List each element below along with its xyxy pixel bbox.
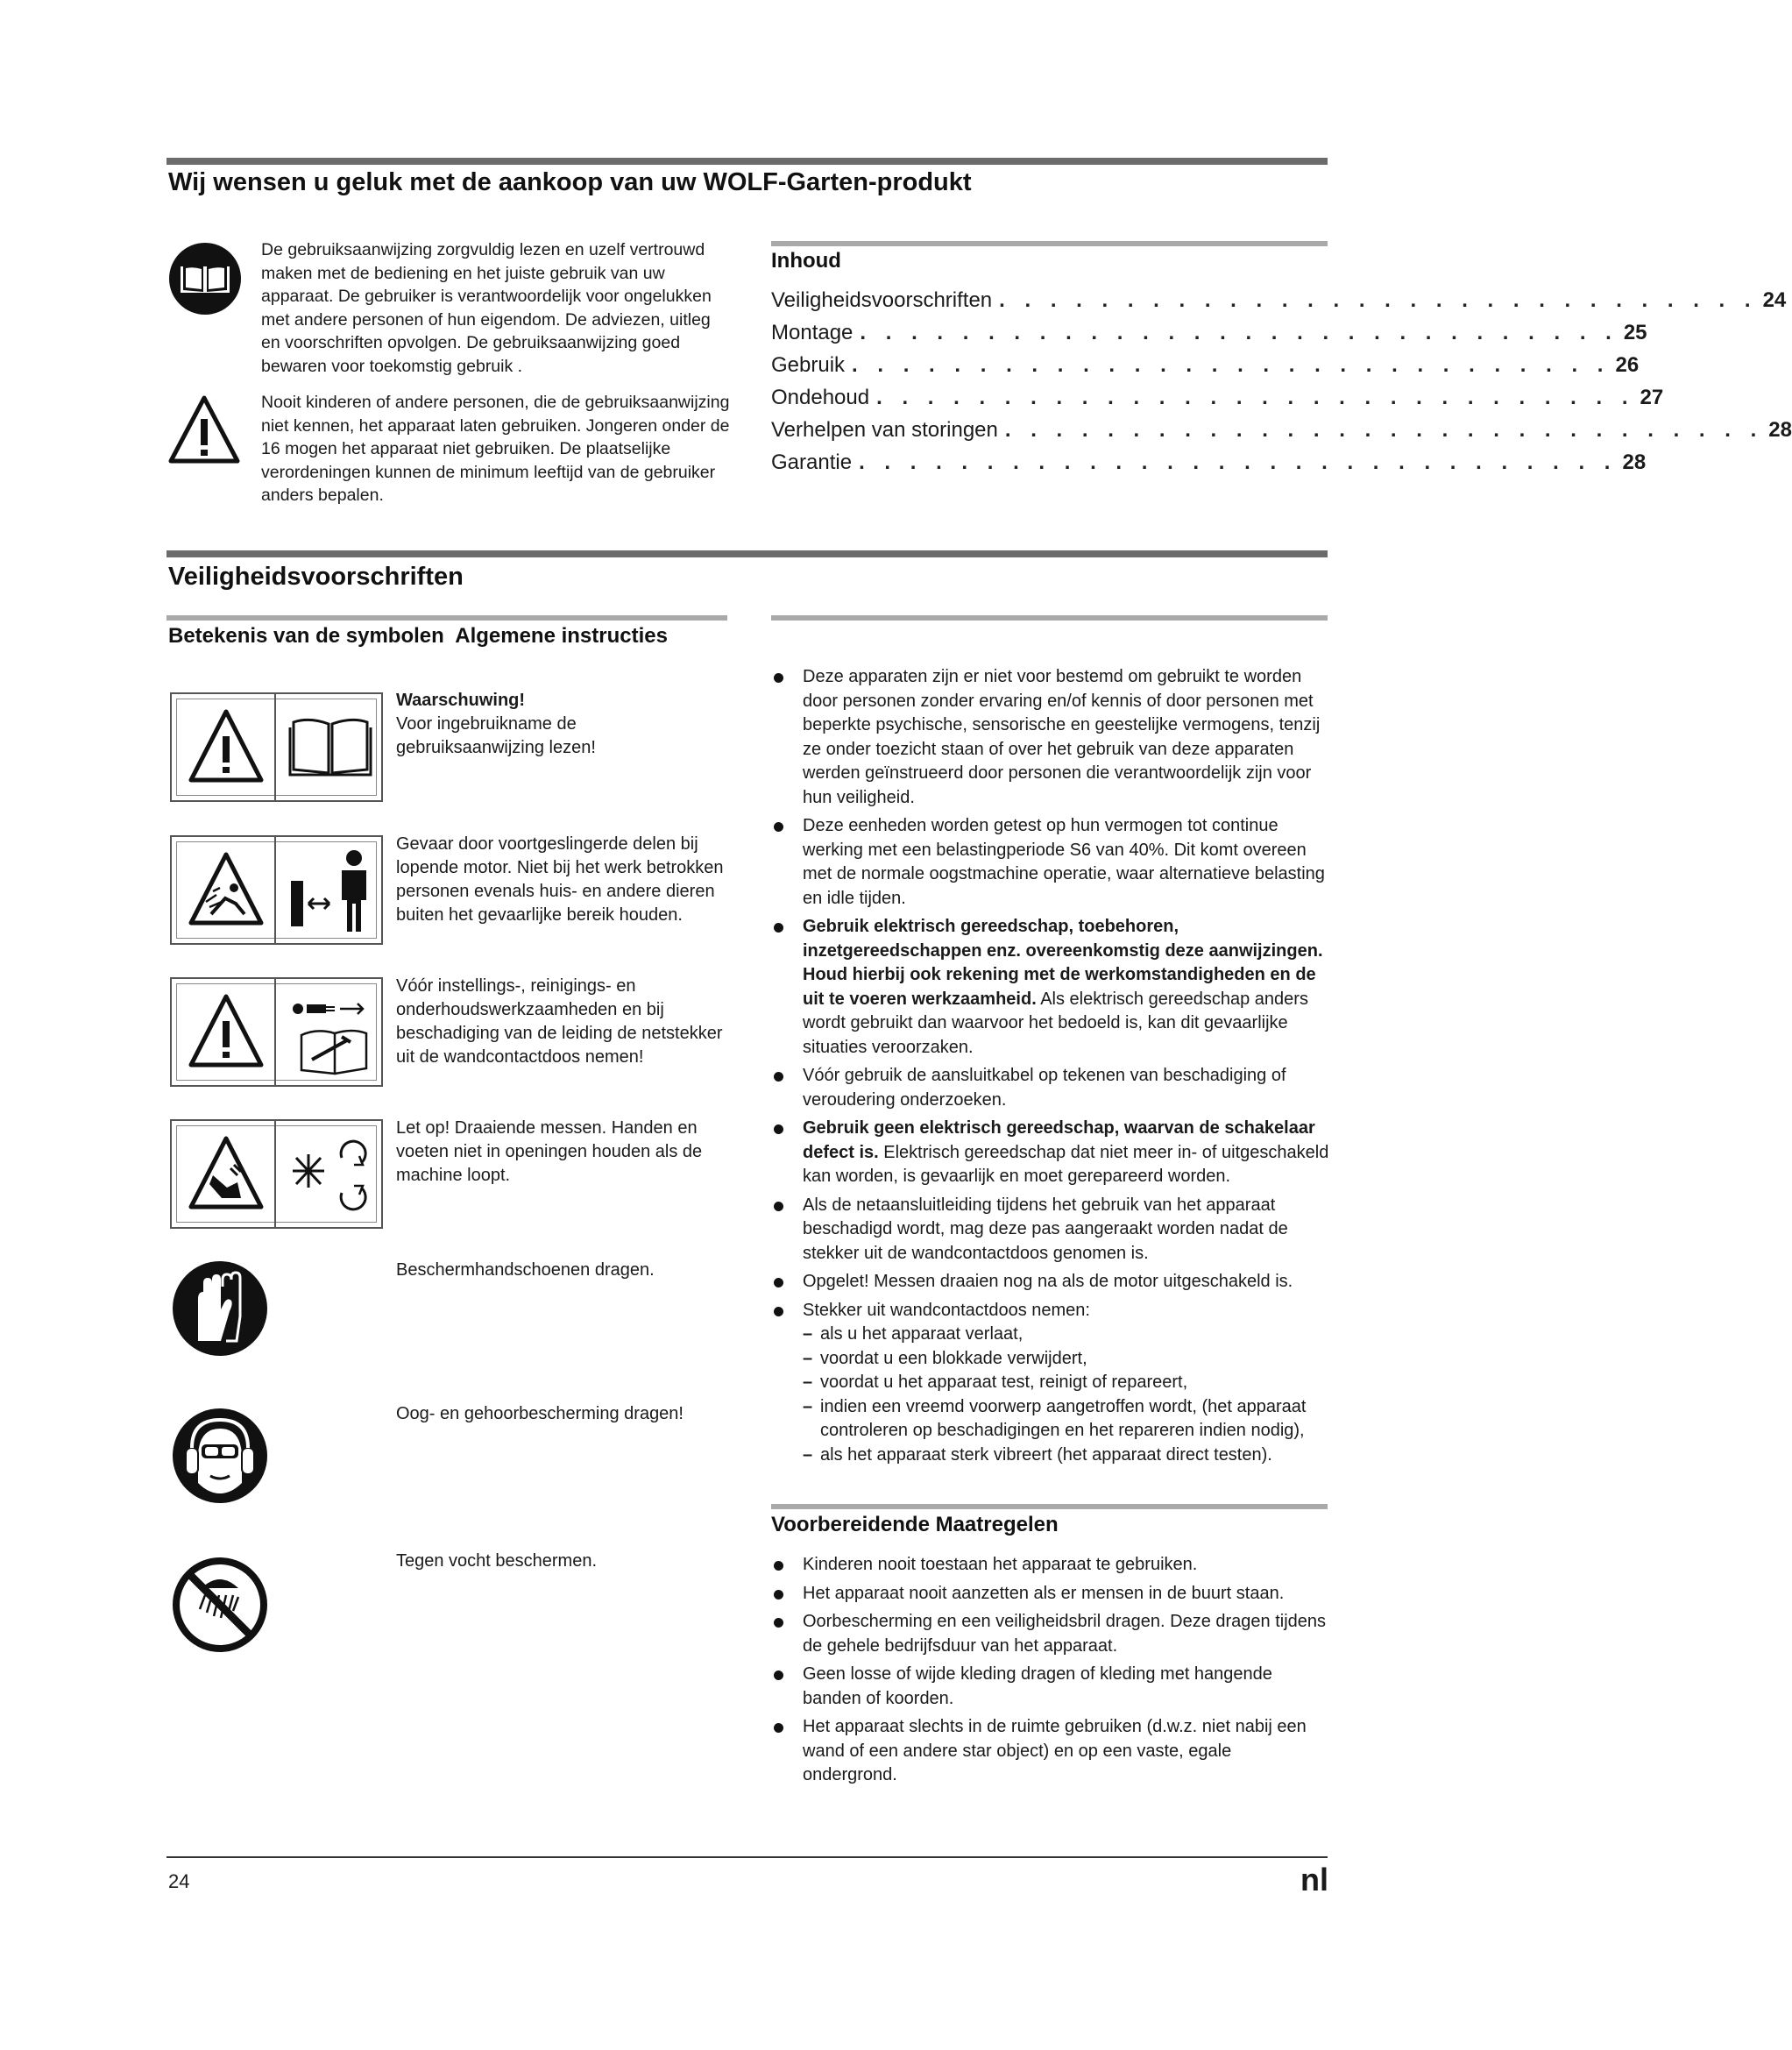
warning-triangle-icon	[187, 706, 266, 785]
symbol-text-4	[396, 1117, 729, 1188]
symbol-desc-4: Let op! Draaiende messen. Handen en voeten niet in openingen houden als de machine loopt.	[396, 1118, 703, 1185]
symbol-text-2	[396, 833, 729, 927]
list-item	[771, 1064, 1330, 1112]
footer-rule	[166, 1856, 1328, 1858]
safety-rule	[166, 550, 1328, 557]
toc-entry[interactable]	[771, 316, 1647, 349]
item-text: Opgelet! Messen draaien nog na als de motor uitgeschakeld is.	[803, 1272, 1293, 1291]
intro-paragraph-1	[261, 238, 731, 378]
toc-label: Montage	[771, 320, 854, 344]
plug-sublist	[803, 1323, 1330, 1467]
sub-item: – als het apparaat sterk vibreert (het apparaat direct testen).	[803, 1444, 1272, 1465]
list-item	[771, 814, 1330, 911]
projectile-warning-icon	[187, 849, 266, 928]
toc-page: 25	[1623, 320, 1647, 344]
symbol-text-1	[396, 689, 729, 760]
item-text: Als de netaansluitleiding tijdens het gebruik van het apparaat beschadigd wordt, mag deze pas aangeraakt worden nadat de stekker uit de wandcontactdoos genomen is.	[803, 1195, 1288, 1263]
sub-item: – indien een vreemd voorwerp aangetroffen wordt, (het apparaat controleren op beschadigingen en het repareren indien nodig),	[803, 1396, 1307, 1440]
toc-leader: . . . . . . . . . . . . . . . . . . . . . . . . . . . . . .	[860, 320, 1618, 344]
plug-intro: Stekker uit wandcontactdoos nemen:	[803, 1300, 1090, 1320]
toc-entry[interactable]	[771, 446, 1647, 479]
symbol-read-manual	[170, 692, 383, 802]
plug-maintenance-icon	[286, 990, 377, 1079]
language-code: nl	[1300, 1862, 1328, 1897]
toc-leader: . . . . . . . . . . . . . . . . . . . . . . . . . . . . . .	[859, 450, 1618, 474]
safety-title: Veiligheidsvoorschriften	[168, 563, 464, 591]
toc-page: 27	[1640, 385, 1664, 409]
prep-rule	[771, 1504, 1328, 1509]
sub-item: – voordat u een blokkade verwijdert,	[803, 1348, 1087, 1368]
toc-label: Ondehoud	[771, 385, 870, 409]
symbol-text-7	[396, 1550, 729, 1573]
symbol-desc-5: Beschermhandschoenen dragen.	[396, 1260, 655, 1280]
item-bold: Gebruik geen elektrisch gereedschap, waarvan de schakelaar defect is.	[803, 1118, 1315, 1162]
symbols-heading: Betekenis van de symbolen Algemene instructies	[168, 624, 668, 648]
symbols-rule	[166, 615, 727, 621]
symbol-text-5	[396, 1259, 729, 1282]
hand-blade-warning-icon	[187, 1133, 266, 1212]
gloves-icon	[172, 1260, 268, 1357]
toc-entry[interactable]	[771, 381, 1664, 414]
toc-leader: . . . . . . . . . . . . . . . . . . . . . . . . . . . . . .	[1004, 417, 1764, 442]
toc-leader: . . . . . . . . . . . . . . . . . . . . . . . . . . . . . .	[999, 287, 1758, 312]
toc-page: 28	[1622, 450, 1647, 474]
toc-page: 24	[1762, 287, 1787, 312]
toc-entry[interactable]	[771, 284, 1787, 316]
toc-title: Inhoud	[771, 249, 841, 273]
no-moisture-icon	[172, 1557, 268, 1653]
item-text: Als elektrisch gereedschap anders wordt gebruikt dan waarvoor het bedoeld is, kan dit gevaarlijke situaties veroorzaken.	[803, 989, 1308, 1057]
toc-leader: . . . . . . . . . . . . . . . . . . . . . . . . . . . . . .	[876, 385, 1635, 409]
toc-page: 26	[1615, 352, 1640, 377]
toc-entry[interactable]	[771, 414, 1792, 446]
toc-label: Verhelpen van storingen	[771, 417, 998, 442]
item-text: Vóór gebruik de aansluitkabel op tekenen van beschadiging of veroudering onderzoeken.	[803, 1066, 1286, 1110]
toc-label: Garantie	[771, 450, 853, 474]
sub-item-text: als het apparaat sterk vibreert (het apparaat direct testen).	[820, 1444, 1272, 1465]
general-rule	[771, 615, 1328, 621]
symbol-desc-2: Gevaar door voortgeslingerde delen bij lopende motor. Niet bij het werk betrokken personen evenals huis- en andere dieren buiten het gevaarlijke bereik houden.	[396, 834, 724, 925]
rotating-blade-icon	[286, 1131, 377, 1221]
item-text: Deze apparaten zijn er niet voor bestemd om gebruikt te worden door personen zonder ervaring en/of kennis of door personen met beperkte psychische, sensorische en geestelijke vermogens, tenzij ze onder toezicht staan of over het gebruik van deze apparaten werden geïnstrueerd door personen die verantwoordelijk zijn voor hun veiligheid.	[803, 667, 1321, 807]
toc-label: Gebruik	[771, 352, 846, 377]
header-rule	[166, 158, 1328, 165]
symbol-rotating-blades	[170, 1119, 383, 1229]
toc-entry[interactable]	[771, 349, 1640, 381]
symbol-text-3	[396, 975, 729, 1069]
symbol-desc-3: Vóór instellings-, reinigings- en onderhoudswerkzaamheden en bij beschadiging van de leiding de netstekker uit de wandcontactdoos nemen!	[396, 976, 723, 1067]
list-item: Het apparaat slechts in de ruimte gebruiken (d.w.z. niet nabij een wand of een andere star object) en op een vaste, egale ondergrond.	[771, 1715, 1330, 1788]
symbol-unplug	[170, 977, 383, 1087]
page-title: Wij wensen u geluk met de aankoop van uw WOLF-Garten-produkt	[168, 168, 972, 196]
book-icon	[168, 242, 242, 316]
warning-triangle-icon	[187, 991, 266, 1070]
eye-ear-protection-icon	[172, 1408, 268, 1504]
toc-leader: . . . . . . . . . . . . . . . . . . . . . . . . . . . . . .	[852, 352, 1611, 377]
symbol-desc-7: Tegen vocht beschermen.	[396, 1551, 598, 1571]
manual-book-icon	[288, 713, 372, 780]
symbol-text-6	[396, 1402, 729, 1426]
toc-page: 28	[1768, 417, 1792, 442]
list-item	[771, 1194, 1330, 1266]
list-item: Kinderen nooit toestaan het apparaat te gebruiken.	[771, 1553, 1330, 1578]
toc-label: Veiligheidsvoorschriften	[771, 287, 993, 312]
keep-distance-icon	[284, 846, 377, 937]
symbol-desc-6: Oog- en gehoorbescherming dragen!	[396, 1404, 684, 1423]
list-item: Oorbescherming en een veiligheidsbril dragen. Deze dragen tijdens de gehele bedrijfsduur van het apparaat.	[771, 1610, 1330, 1658]
sub-item: – als u het apparaat verlaat,	[803, 1324, 1023, 1344]
warning-triangle-icon	[168, 394, 240, 465]
prep-list	[771, 1553, 1330, 1792]
page-number: 24	[168, 1870, 190, 1892]
list-item: Geen losse of wijde kleding dragen of kleding met hangende banden of koorden.	[771, 1663, 1330, 1711]
list-item: Het apparaat nooit aanzetten als er mensen in de buurt staan.	[771, 1582, 1330, 1607]
sub-item-text: als u het apparaat verlaat,	[820, 1324, 1023, 1344]
item-text: Deze eenheden worden getest op hun vermogen tot continue werking met een belastingperiode S6 van 40%. Dit komt overeen met de normale oogstmachine operatie, waar alternatieve belasting en idle tijden.	[803, 816, 1325, 908]
prep-title: Voorbereidende Maatregelen	[771, 1513, 1059, 1536]
toc-rule	[771, 241, 1328, 246]
general-instructions	[771, 665, 1330, 1472]
symbol-title-1: Waarschuwing!	[396, 691, 526, 710]
symbol-thrown-objects	[170, 835, 383, 945]
table-of-contents	[771, 284, 1792, 479]
intro-paragraph-2: Nooit kinderen of andere personen, die de gebruiksaanwijzing niet kennen, het apparaat laten gebruiken. Jongeren onder de 16 mogen het apparaat niet gebruiken. De plaatselijke verordeningen kunnen de minimum leeftijd van de gebruiker anders bepalen.	[261, 393, 730, 505]
list-item	[771, 1117, 1330, 1189]
sub-item: – voordat u het apparaat test, reinigt of repareert,	[803, 1373, 1188, 1392]
symbol-desc-1: Voor ingebruikname de gebruiksaanwijzing lezen!	[396, 714, 596, 757]
item-bold: Gebruik elektrisch gereedschap, toebehoren, inzetgereedschappen enz. overeenkomstig deze aanwijzingen. Houd hierbij ook rekening met de werkomstandigheden en de uit te voeren werkzaamheid.	[803, 917, 1323, 1009]
list-item	[771, 665, 1330, 810]
item-text: Elektrisch gereedschap dat niet meer in- of uitgeschakeld kan worden, is gevaarlijk en moet gerepareerd worden.	[803, 1142, 1329, 1186]
list-item	[771, 915, 1330, 1060]
list-item	[771, 1299, 1330, 1468]
sub-item-text: voordat u het apparaat test, reinigt of repareert,	[820, 1373, 1188, 1392]
intro-paragraph-1a: De gebruiksaanwijzing zorgvuldig lezen en uzelf vertrouwd maken met de bediening en het juiste gebruik van uw apparaat.	[261, 240, 705, 306]
sub-item-text: voordat u een blokkade verwijdert,	[820, 1348, 1087, 1368]
intro-paragraph-1b: De gebruiker is verantwoordelijk voor ongelukken met andere personen of hun eigendom. De adviezen, uitleg en voorschriften opvolgen. De gebruiksaanwijzing goed bewaren voor toekomstig gebruik .	[261, 287, 712, 376]
sub-item-text: indien een vreemd voorwerp aangetroffen wordt, (het apparaat controleren op beschadigingen en het repareren indien nodig),	[820, 1396, 1307, 1440]
list-item	[771, 1270, 1330, 1295]
